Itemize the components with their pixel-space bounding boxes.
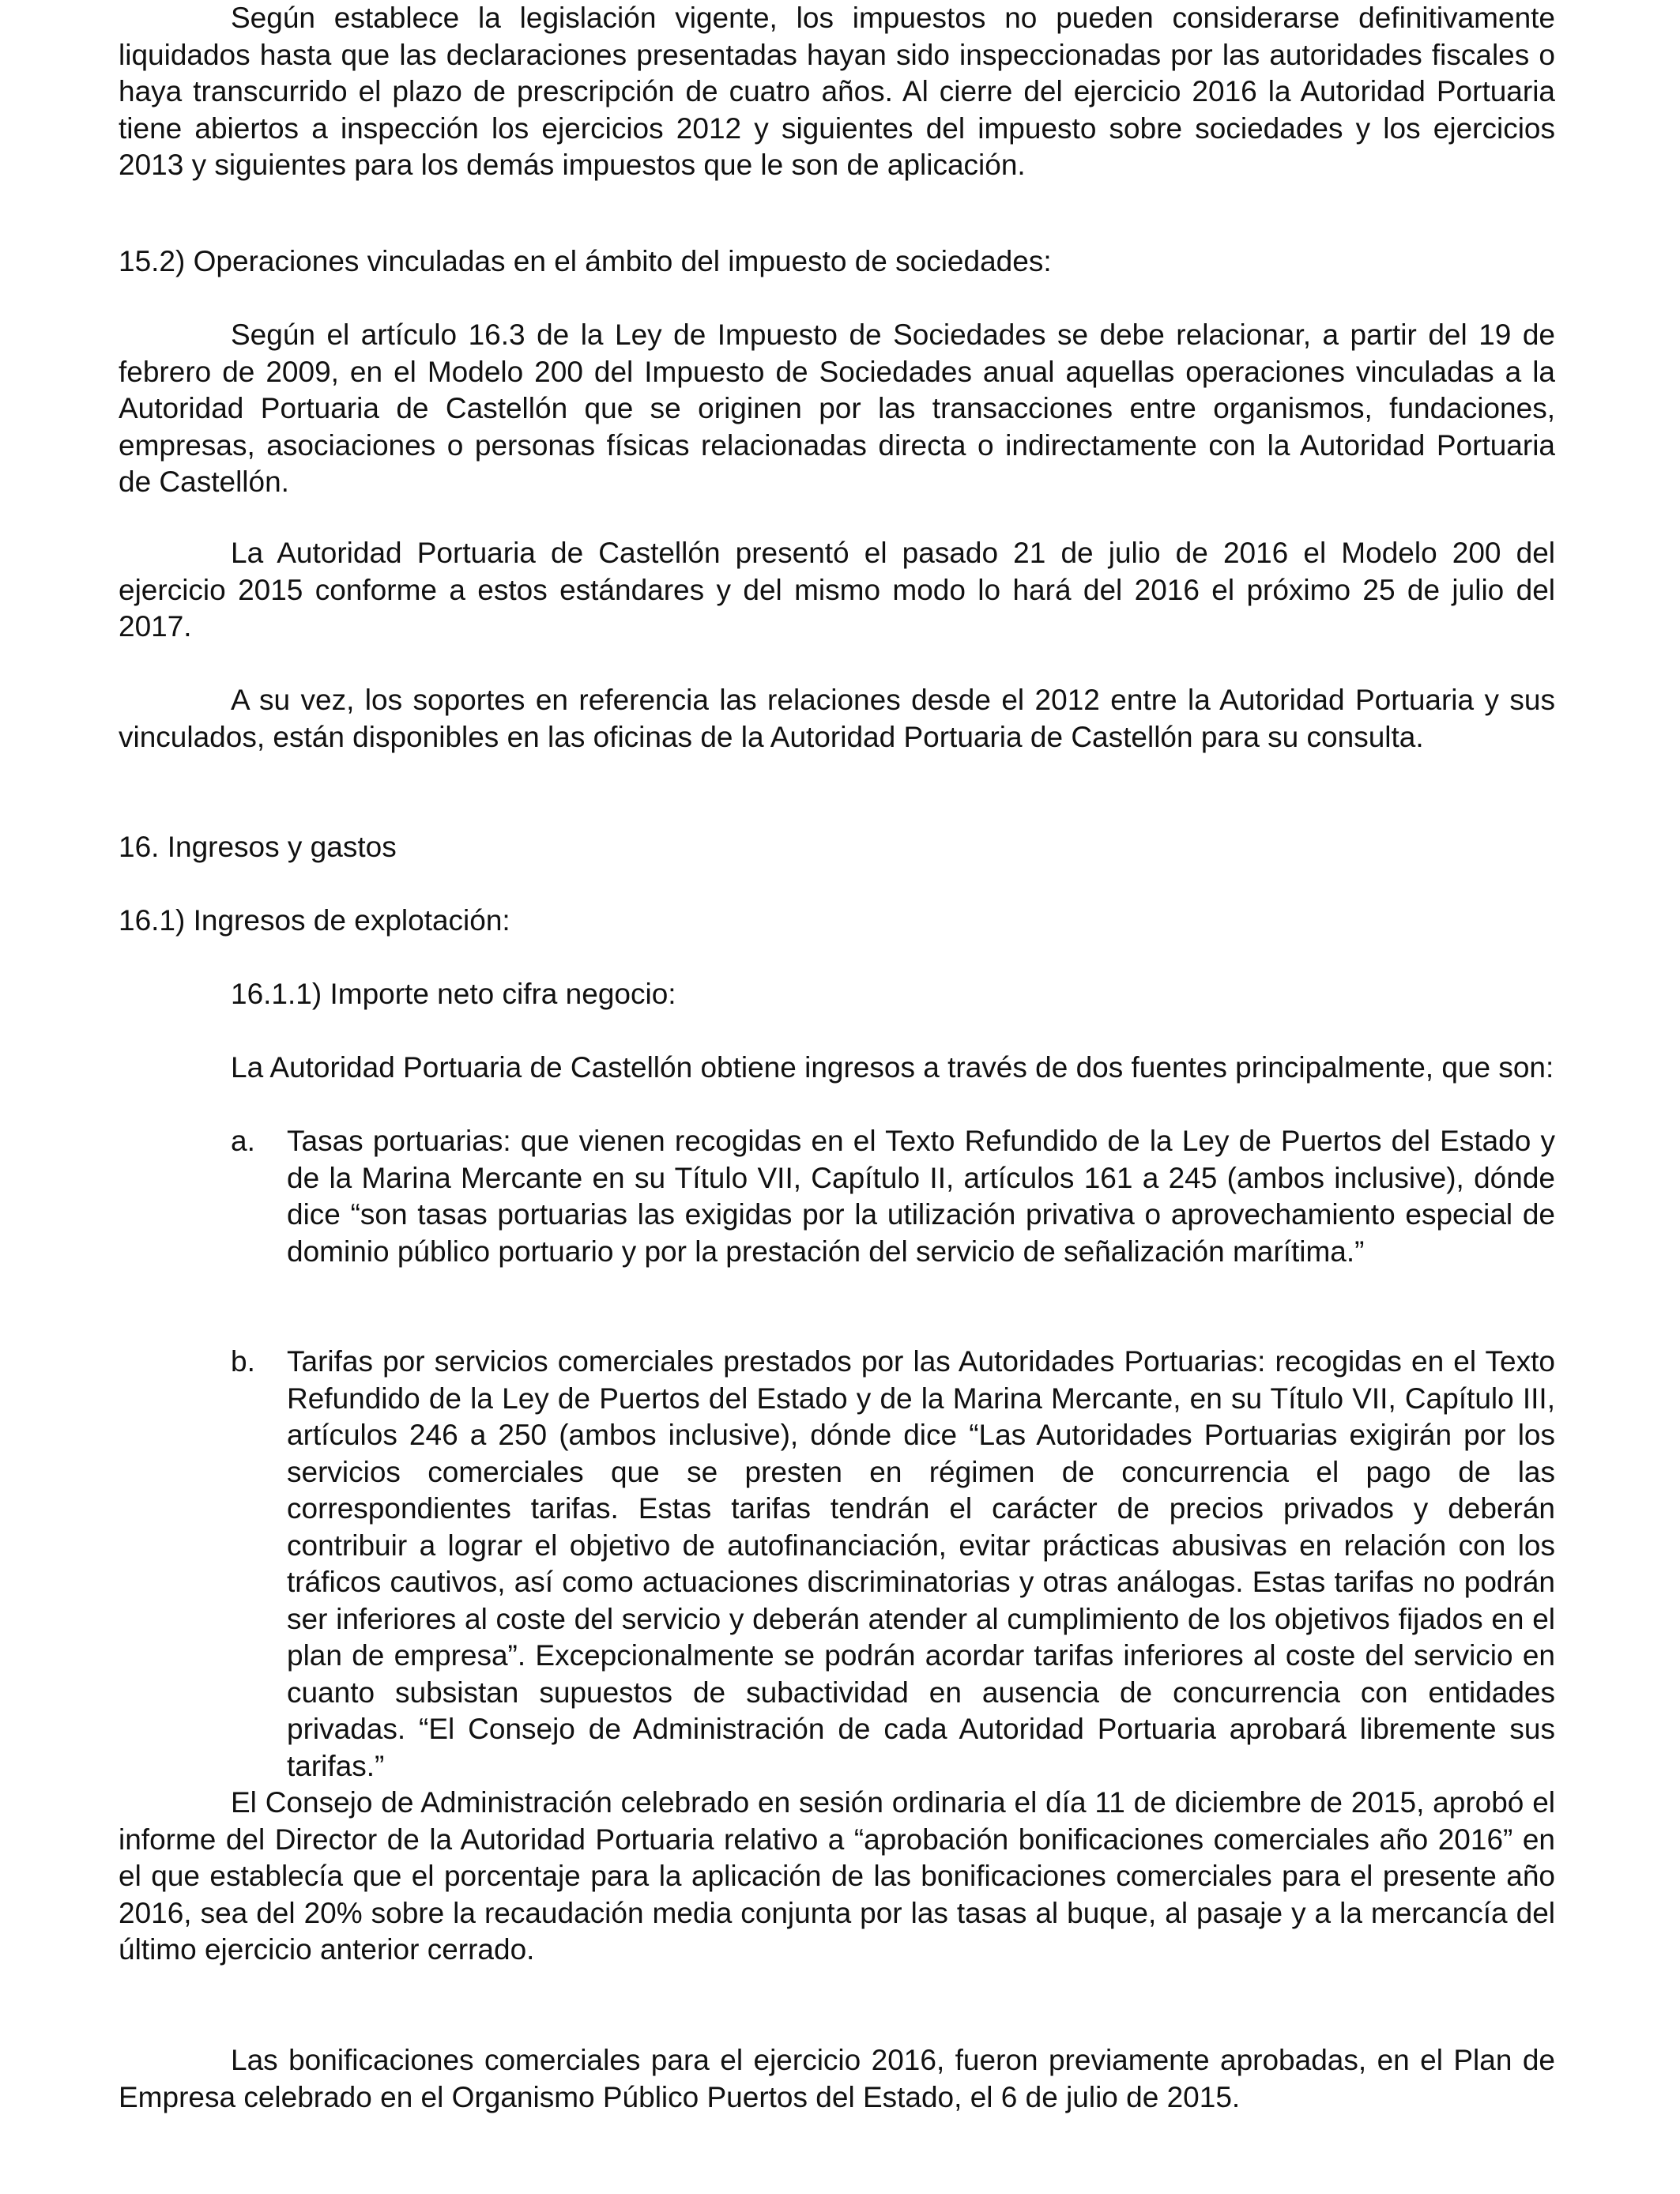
- paragraph-modelo-200: La Autoridad Portuaria de Castellón presentó el pasado 21 de julio de 2016 el Modelo 200 del ejercicio 2015 conforme a estos estándares y del mismo modo lo hará del 2016 el próximo 25 de julio del 2017.: [119, 537, 1555, 643]
- list-item-tasas-portuarias: [119, 1123, 1555, 1270]
- heading-16-1: 16.1) Ingresos de explotación:: [119, 904, 510, 937]
- paragraph-ingresos-fuentes: La Autoridad Portuaria de Castellón obtiene ingresos a través de dos fuentes principalmente, que son:: [231, 1051, 1554, 1084]
- heading-16-1-1: 16.1.1) Importe neto cifra negocio:: [231, 978, 676, 1010]
- paragraph-consejo-administracion: El Consejo de Administración celebrado en sesión ordinaria el día 11 de diciembre de 2015, aprobó el informe del Director de la Autoridad Portuaria relativo a “aprobación bonificaciones comerciales año 2016” en el que establecía que el porcentaje para la aplicación de las bonificaciones comerciales para el presente año 2016, sea del 20% sobre la recaudación media conjunta por las tasas al buque, al pasaje y a la mercancía del último ejercicio anterior cerrado.: [119, 1786, 1555, 1966]
- paragraph-article-16-3: Según el artículo 16.3 de la Ley de Impuesto de Sociedades se debe relacionar, a partir del 19 de febrero de 2009, en el Modelo 200 del Impuesto de Sociedades anual aquellas operaciones vinculadas a la Autoridad Portuaria de Castellón que se originen por las transacciones entre organismos, fundaciones, empresas, asociaciones o personas físicas relacionadas directa o indirectamente con la Autoridad Portuaria de Castellón.: [119, 319, 1555, 498]
- paragraph-tax-inspection: Según establece la legislación vigente, los impuestos no pueden considerarse definitivamente liquidados hasta que las declaraciones presentadas hayan sido inspeccionadas por las autoridades fiscales o haya transcurrido el plazo de prescripción de cuatro años. Al cierre del ejercicio 2016 la Autoridad Portuaria tiene abiertos a inspección los ejercicios 2012 y siguientes del impuesto sobre sociedades y los ejercicios 2013 y siguientes para los demás impuestos que le son de aplicación.: [119, 2, 1555, 181]
- list-item-text: Tasas portuarias: que vienen recogidas en el Texto Refundido de la Ley de Puertos del Estado y de la Marina Mercante en su Título VII, Capítulo II, artículos 161 a 245 (ambos inclusive), dónde dice “son tasas portuarias las exigidas por la utilización privativa o aprovechamiento especial de dominio público portuario y por la prestación del servicio de señalización marítima.”: [287, 1125, 1555, 1268]
- list-item-tarifas-comerciales: [119, 1344, 1555, 1785]
- list-marker-b: b.: [231, 1345, 255, 1378]
- paragraph-bonificaciones-2016: Las bonificaciones comerciales para el ejercicio 2016, fueron previamente aprobadas, en el Plan de Empresa celebrado en el Organismo Público Puertos del Estado, el 6 de julio de 2015.: [119, 2044, 1555, 2113]
- list-item-text: Tarifas por servicios comerciales prestados por las Autoridades Portuarias: recogidas en el Texto Refundido de la Ley de Puertos del Estado y de la Marina Mercante, en su Título VII, Capítulo III, artículos 246 a 250 (ambos inclusive), dónde dice “Las Autoridades Portuarias exigirán por los servicios comerciales que se presten en régimen de concurrencia el pago de las correspondientes tarifas. Estas tarifas tendrán el carácter de precios privados y deberán contribuir a lograr el objetivo de autofinanciación, evitar prácticas abusivas en relación con los tráficos cautivos, así como actuaciones discriminatorias y otras análogas. Estas tarifas no podrán ser inferiores al coste del servicio y deberán atender al cumplimiento de los objetivos fijados en el plan de empresa”. Excepcionalmente se podrán acordar tarifas inferiores al coste del servicio en cuanto subsistan supuestos de subactividad en ausencia de concurrencia con entidades privadas. “El Consejo de Administración de cada Autoridad Portuaria aprobará libremente sus tarifas.”: [287, 1345, 1555, 1782]
- heading-15-2: 15.2) Operaciones vinculadas en el ámbito del impuesto de sociedades:: [119, 245, 1052, 277]
- heading-16: 16. Ingresos y gastos: [119, 831, 397, 863]
- list-marker-a: a.: [231, 1125, 255, 1157]
- paragraph-soportes: A su vez, los soportes en referencia las relaciones desde el 2012 entre la Autoridad Portuaria y sus vinculados, están disponibles en las oficinas de la Autoridad Portuaria de Castellón para su consulta.: [119, 684, 1555, 753]
